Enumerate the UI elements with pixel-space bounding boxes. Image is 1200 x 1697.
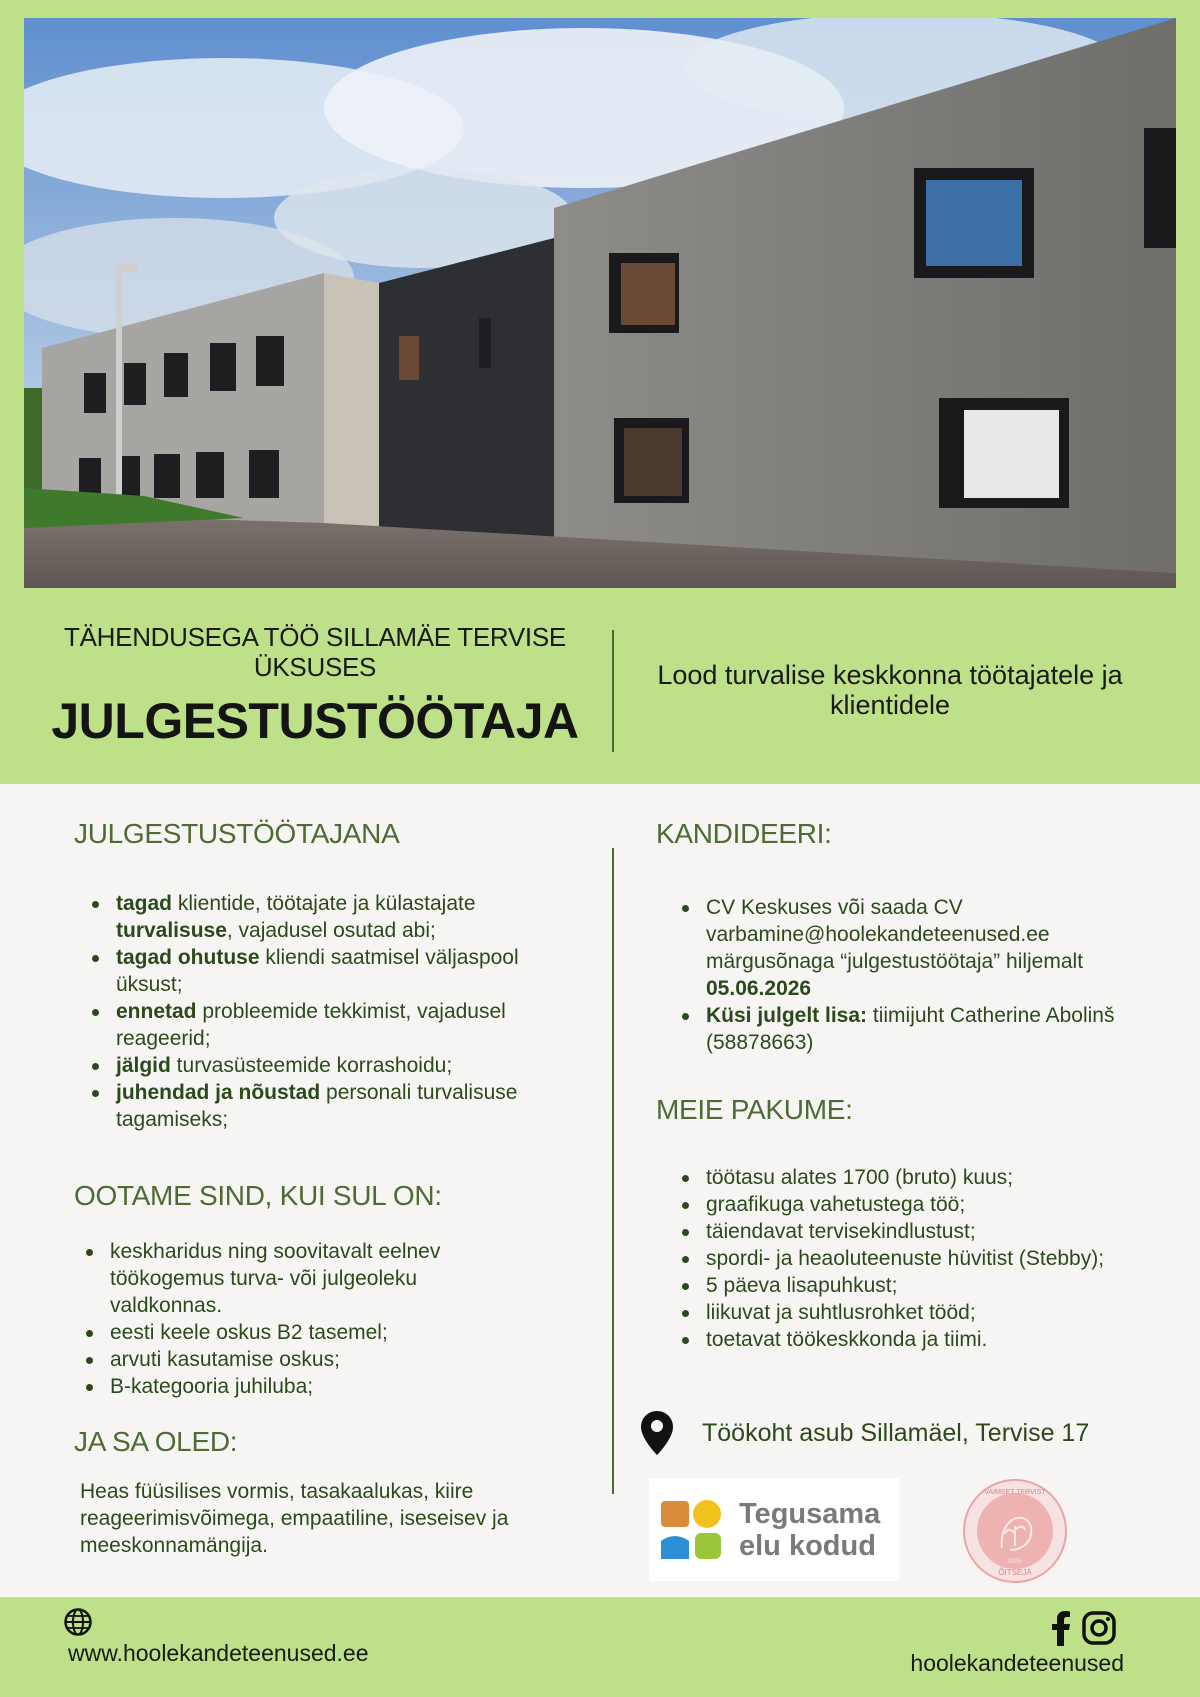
deadline: 05.06.2026 [706, 977, 812, 1000]
seal-year: 2025 [1008, 1559, 1022, 1565]
mental-health-seal [962, 1478, 1068, 1584]
logo-text-line1: Tegusama [739, 1497, 881, 1530]
list-item: 5 päeva lisapuhkust; [706, 1272, 1126, 1299]
list-item: CV Keskuses või saada CV varbamine@hoolekandeteenused.ee märgusõnaga “julgestustöötaja” hiljemalt 05.06.2026 [706, 894, 1126, 1002]
requirements-list [110, 1238, 530, 1400]
list-item: tagad ohutuse kliendi saatmisel väljaspool üksust; [116, 944, 536, 998]
list-item: liikuvat ja suhtlusrohket tööd; [706, 1299, 1126, 1326]
seal-text-bottom: ÕITSEJA [998, 1568, 1032, 1577]
header-divider [612, 630, 614, 752]
list-item: spordi- ja heaoluteenuste hüvitist (Stebby); [706, 1245, 1126, 1272]
list-item: Küsi julgelt lisa: tiimijuht Catherine Abolinš (58878663) [706, 1002, 1126, 1056]
location-text: Töökoht asub Sillamäel, Tervise 17 [702, 1418, 1090, 1447]
duties-list [116, 890, 536, 1133]
globe-icon [64, 1608, 92, 1636]
job-title: JULGESTUSTÖÖTAJA [51, 693, 579, 749]
personality-heading: JA SA OLED: [74, 1426, 238, 1457]
list-item: graafikuga vahetustega töö; [706, 1191, 1126, 1218]
social-handle[interactable]: hoolekandeteenused [910, 1650, 1124, 1676]
header-subtitle: TÄHENDUSEGA TÖÖ SILLAMÄE TERVISE ÜKSUSES [64, 622, 566, 682]
list-item: ennetad probleemide tekkimist, vajadusel reageerid; [116, 998, 536, 1052]
list-item: keskharidus ning soovitavalt eelnev töökogemus turva- või julgeoleku valdkonnas. [110, 1238, 530, 1319]
instagram-icon[interactable] [1082, 1611, 1116, 1645]
list-item: juhendad ja nõustad personali turvalisuse tagamiseks; [116, 1079, 536, 1133]
facebook-icon[interactable] [1050, 1610, 1072, 1646]
list-item: töötasu alates 1700 (bruto) kuus; [706, 1164, 1126, 1191]
building-photo [24, 18, 1176, 588]
website-link[interactable]: www.hoolekandeteenused.ee [68, 1640, 369, 1666]
list-item: jälgid turvasüsteemide korrashoidu; [116, 1052, 536, 1079]
list-item: toetavat töökeskkonda ja tiimi. [706, 1326, 1126, 1353]
header-left [30, 622, 600, 750]
list-item: tagad klientide, töötajate ja külastajate turvalisuse, vajadusel osutad abi; [116, 890, 536, 944]
tegusama-logo [649, 1478, 899, 1581]
duties-heading: JULGESTUSTÖÖTAJANA [74, 818, 400, 849]
location [640, 1410, 1089, 1456]
apply-heading: KANDIDEERI: [656, 818, 832, 849]
list-item: eesti keele oskus B2 tasemel; [110, 1319, 530, 1346]
list-item: arvuti kasutamise oskus; [110, 1346, 530, 1373]
tegusama-logo-mark [659, 1497, 725, 1563]
offer-list [706, 1164, 1126, 1353]
location-pin-icon [640, 1410, 674, 1456]
header-tagline: Lood turvalise keskkonna töötajatele ja klientidele [657, 660, 1123, 720]
offer-heading: MEIE PAKUME: [656, 1094, 853, 1125]
seal-text-top: VAIMSET TERVIST [984, 1489, 1046, 1496]
column-divider [612, 848, 614, 1494]
apply-list [706, 894, 1126, 1056]
list-item: täiendavat tervisekindlustust; [706, 1218, 1126, 1245]
logo-text-line2: elu kodud [739, 1529, 876, 1562]
personality-text: Heas füüsilises vormis, tasakaalukas, kiire reageerimisvõimega, empaatiline, iseseisev ja meeskonnamängija. [80, 1480, 509, 1557]
requirements-heading: OOTAME SIND, KUI SUL ON: [74, 1180, 442, 1211]
list-item: B-kategooria juhiluba; [110, 1373, 530, 1400]
